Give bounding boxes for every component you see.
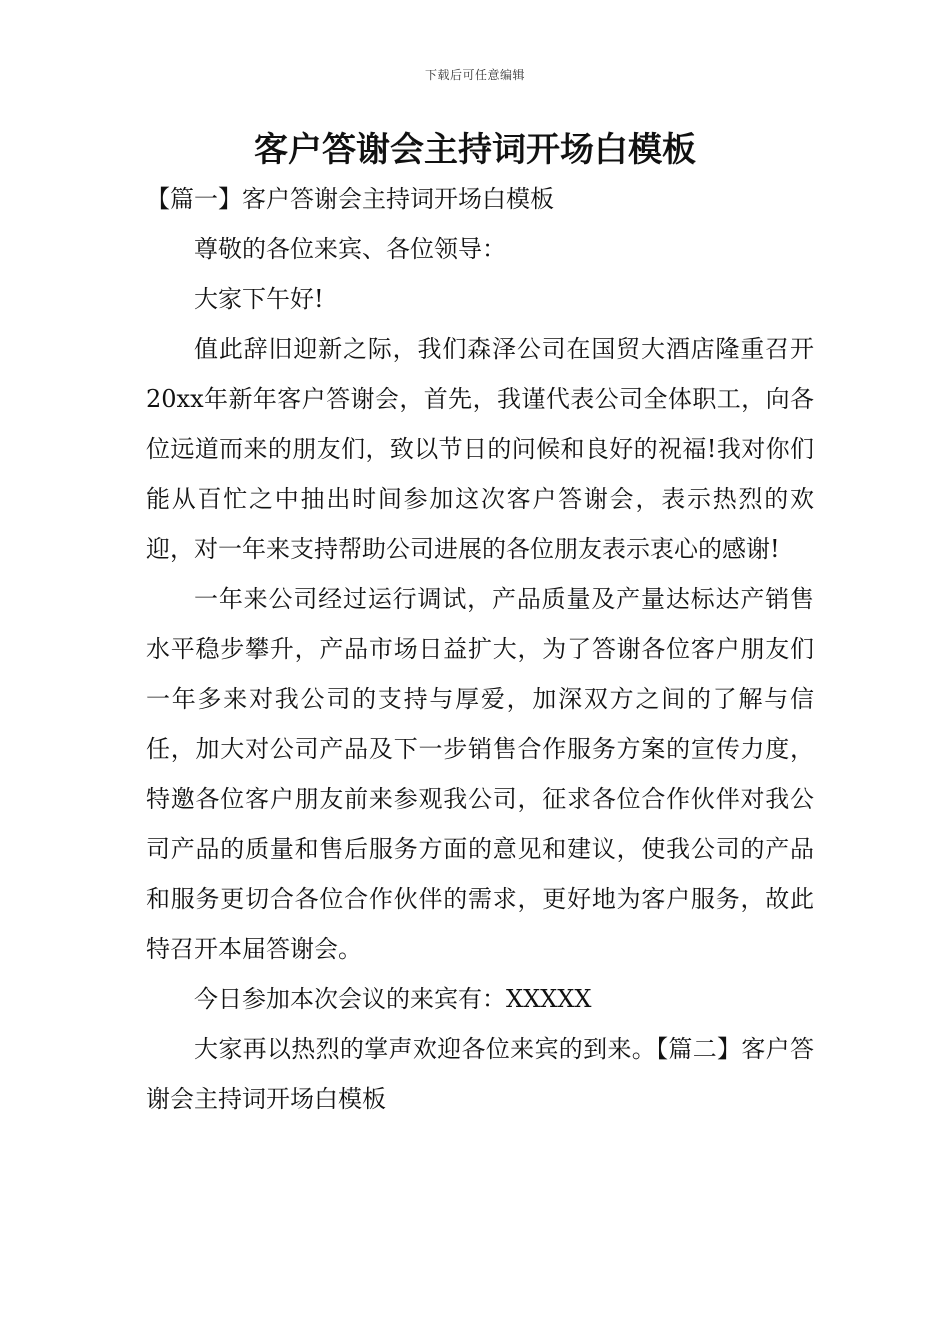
header-note: 下载后可任意编辑 [424,68,525,82]
paragraph-company-progress: 一年来公司经过运行调试，产品质量及产量达标达产销售水平稳步攀升，产品市场日益扩大，为了答谢各位客户朋友们一年多来对我公司的支持与厚爱，加深双方之间的了解与信任，加大对公司产品及下一步销售合作服务方案的宣传力度，特邀各位客户朋友前来参观我公司，征求各位合作伙伴对我公司产品的质量和售后服务方面的意见和建议，使我公司的产品和服务更切合各位合作伙伴的需求，更好地为客户服务，故此特召开本届答谢会。 [146,585,814,963]
section-heading: 【篇一】客户答谢会主持词开场白模板 [146,185,554,213]
paragraph-welcome: 值此辞旧迎新之际，我们森泽公司在国贸大酒店隆重召开20xx年新年客户答谢会，首先，我谨代表公司全体职工，向各位远道而来的朋友们，致以节日的问候和良好的祝福!我对你们能从百忙之中抽出时间参加这次客户答谢会，表示热烈的欢迎，对一年来支持帮助公司进展的各位朋友表示衷心的感谢! [146,335,814,563]
paragraph-closing: 大家再以热烈的掌声欢迎各位来宾的到来。【篇二】客户答谢会主持词开场白模板 [146,1035,814,1113]
paragraph-greeting: 大家下午好! [194,285,324,313]
paragraph-guests: 今日参加本次会议的来宾有：XXXXX [194,985,592,1013]
document-title: 客户答谢会主持词开场白模板 [254,130,696,170]
document-body [146,174,814,1124]
paragraph-salutation: 尊敬的各位来宾、各位领导： [194,235,506,263]
